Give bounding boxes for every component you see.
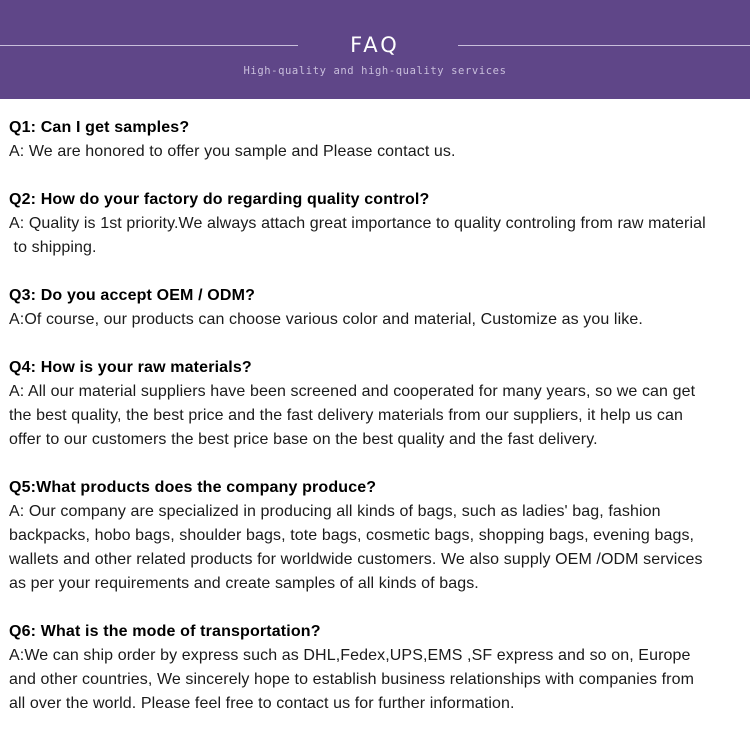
faq-question: Q5:What products does the company produce? bbox=[9, 479, 377, 496]
faq-answer-line: as per your requirements and create samples of all kinds of bags. bbox=[9, 575, 479, 592]
faq-answer-line: to shipping. bbox=[9, 239, 97, 256]
faq-answer-line: and other countries, We sincerely hope to establish business relationships with companies from bbox=[9, 671, 695, 688]
faq-answer-line: offer to our customers the best price base on the best quality and the fast delivery. bbox=[9, 431, 598, 448]
faq-question: Q3: Do you accept OEM / ODM? bbox=[9, 287, 256, 304]
faq-question: Q6: What is the mode of transportation? bbox=[9, 623, 321, 640]
faq-question: Q2: How do your factory do regarding quality control? bbox=[9, 191, 430, 208]
faq-answer bbox=[9, 644, 745, 716]
faq-answer-line: A:We can ship order by express such as DHL,Fedex,UPS,EMS ,SF express and so on, Europe bbox=[9, 647, 691, 664]
faq-answer-line: A: We are honored to offer you sample and Please contact us. bbox=[9, 143, 456, 160]
banner-subtitle: High-quality and high-quality services bbox=[243, 65, 507, 77]
faq-answer bbox=[9, 500, 745, 596]
faq-item-q6 bbox=[9, 620, 745, 716]
faq-item-q2 bbox=[9, 188, 745, 260]
faq-answer bbox=[9, 212, 745, 260]
faq-item-q1 bbox=[9, 116, 745, 164]
faq-question: Q1: Can I get samples? bbox=[9, 119, 190, 136]
faq-banner bbox=[0, 0, 750, 99]
faq-answer-line: wallets and other related products for worldwide customers. We also supply OEM /ODM services bbox=[9, 551, 703, 568]
faq-item-q3 bbox=[9, 284, 745, 332]
faq-list bbox=[9, 116, 745, 740]
banner-title: FAQ bbox=[350, 33, 400, 57]
faq-answer-line: backpacks, hobo bags, shoulder bags, tote bags, cosmetic bags, shopping bags, evening bags, bbox=[9, 527, 695, 544]
faq-answer bbox=[9, 308, 745, 332]
faq-item-q5 bbox=[9, 476, 745, 596]
faq-answer bbox=[9, 140, 745, 164]
faq-answer-line: A: All our material suppliers have been screened and cooperated for many years, so we can get bbox=[9, 383, 696, 400]
faq-answer-line: A: Our company are specialized in producing all kinds of bags, such as ladies' bag, fashion bbox=[9, 503, 661, 520]
faq-answer-line: the best quality, the best price and the fast delivery materials from our suppliers, it help us can bbox=[9, 407, 683, 424]
faq-question: Q4: How is your raw materials? bbox=[9, 359, 252, 376]
faq-answer-line: all over the world. Please feel free to contact us for further information. bbox=[9, 695, 515, 712]
faq-item-q4 bbox=[9, 356, 745, 452]
faq-answer-line: A:Of course, our products can choose various color and material, Customize as you like. bbox=[9, 311, 643, 328]
faq-answer-line: A: Quality is 1st priority.We always attach great importance to quality controling from raw material bbox=[9, 215, 706, 232]
faq-answer bbox=[9, 380, 745, 452]
